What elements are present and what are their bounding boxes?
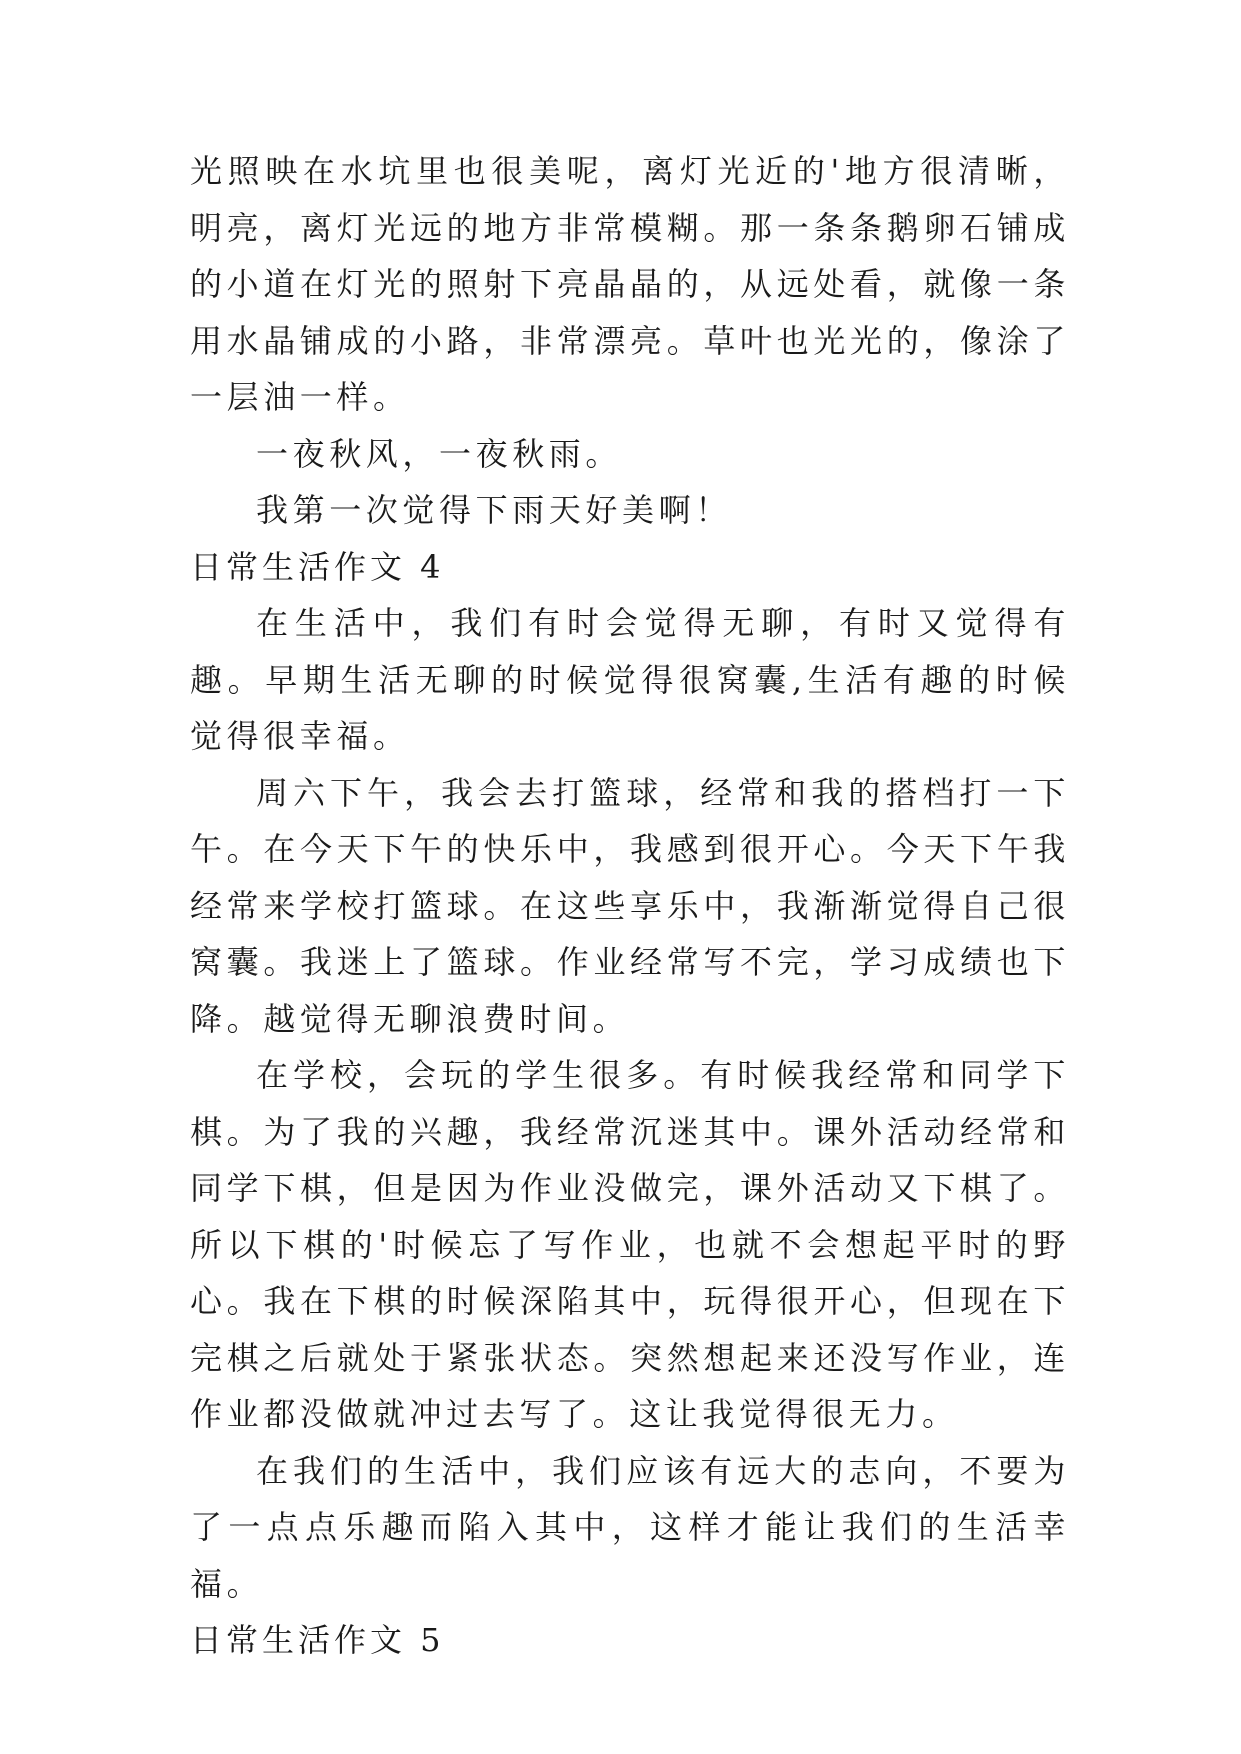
paragraph-essay4-basketball: 周六下午，我会去打篮球，经常和我的搭档打一下午。在今天下午的快乐中，我感到很开心。今天下午我经常来学校打篮球。在这些享乐中，我渐渐觉得自己很窝囊。我迷上了篮球。作业经常写不完，学习成绩也下降。越觉得无聊浪费时间。: [190, 773, 1070, 1038]
section-heading-essay-5: 日常生活作文 5: [190, 1621, 445, 1659]
document-page: [190, 143, 1070, 1669]
paragraph-essay4-intro: 在生活中，我们有时会觉得无聊，有时又觉得有趣。早期生活无聊的时候觉得很窝囊,生活有趣的时候觉得很幸福。: [190, 604, 1070, 755]
paragraph-essay4-conclusion: 在我们的生活中，我们应该有远大的志向，不要为了一点点乐趣而陷入其中，这样才能让我们的生活幸福。: [190, 1451, 1070, 1603]
section-heading-essay-4: 日常生活作文 4: [190, 547, 445, 586]
paragraph-autumn-wind-rain: 一夜秋风，一夜秋雨。: [256, 434, 623, 473]
paragraph-essay4-chess: 在学校，会玩的学生很多。有时候我经常和同学下棋。为了我的兴趣，我经常沉迷其中。课外活动经常和同学下棋，但是因为作业没做完，课外活动又下棋了。所以下棋的'时候忘了写作业，也就不会想起平时的野心。我在下棋的时候深陷其中，玩得很开心，但现在下完棋之后就处于紧张状态。突然想起来还没写作业，连作业都没做就冲过去写了。这让我觉得很无力。: [190, 1056, 1070, 1433]
paragraph-rainy-day-beautiful: 我第一次觉得下雨天好美啊！: [256, 491, 732, 529]
paragraph-rainy-night-description: 光照映在水坑里也很美呢，离灯光近的'地方很清晰，明亮，离灯光远的地方非常模糊。那一条条鹅卵石铺成的小道在灯光的照射下亮晶晶的，从远处看，就像一条用水晶铺成的小路，非常漂亮。草叶也光光的，像涂了一层油一样。: [190, 152, 1070, 416]
